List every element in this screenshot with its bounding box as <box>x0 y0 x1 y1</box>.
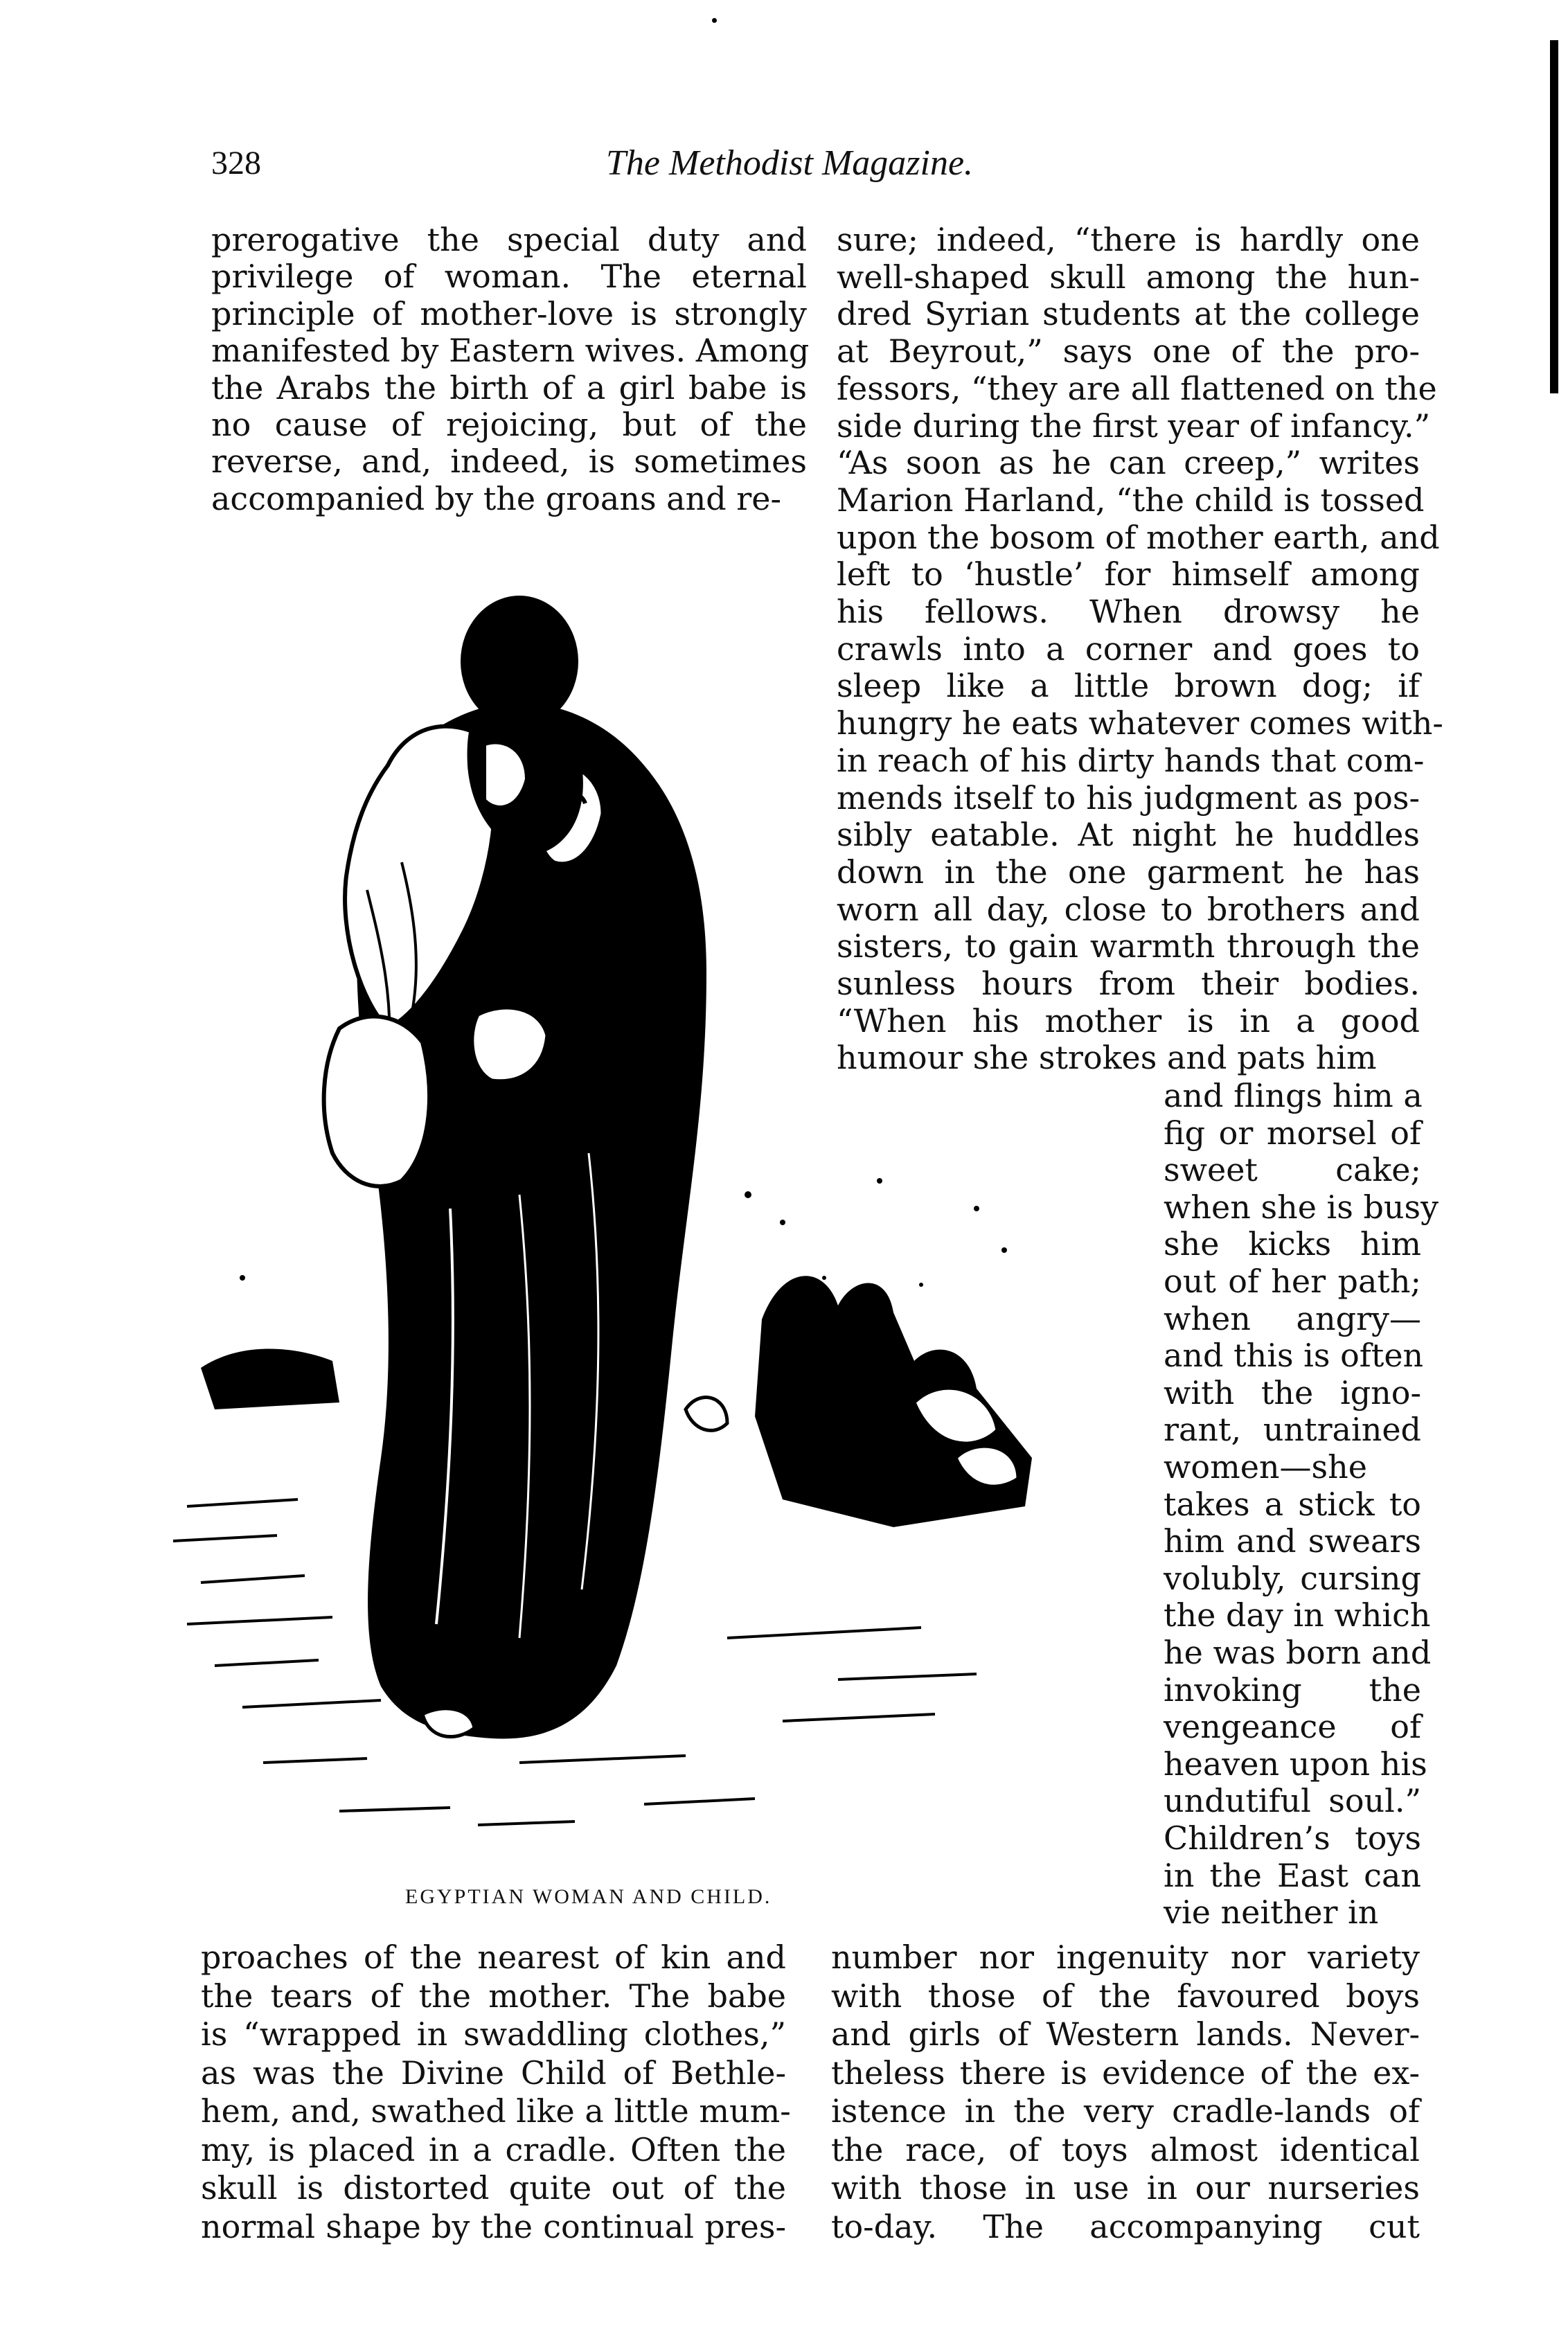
text-line: women—she <box>1164 1448 1367 1486</box>
text-line: invoking the <box>1164 1671 1421 1709</box>
text-line: at Beyrout,” says one of the pro- <box>837 332 1420 371</box>
text-line: proaches of the nearest of kin and <box>201 1939 786 1976</box>
text-line: istence in the very cradle-lands of <box>831 2092 1420 2130</box>
text-line: he was born and <box>1164 1634 1432 1671</box>
figure-caption: EGYPTIAN WOMAN AND CHILD. <box>405 1885 772 1908</box>
text-line: in the East can <box>1164 1856 1421 1894</box>
text-line: with the igno- <box>1164 1373 1421 1411</box>
text-line: left to ‘hustle’ for himself among <box>837 555 1420 594</box>
text-line: my, is placed in a cradle. Often the <box>201 2130 786 2168</box>
text-line: she kicks him <box>1164 1225 1421 1263</box>
text-line: side during the first year of infancy.” <box>837 407 1431 445</box>
text-line: in reach of his dirty hands that com- <box>837 741 1425 779</box>
text-line: upon the bosom of mother earth, and <box>837 518 1440 556</box>
text-line: as was the Divine Child of Bethle- <box>201 2054 786 2092</box>
text-line: rant, untrained <box>1164 1411 1421 1449</box>
text-line: skull is distorted quite out of the <box>201 2169 786 2207</box>
text-line: to-day. The accompanying cut <box>831 2207 1420 2245</box>
text-line: “When his mother is in a good <box>837 1001 1420 1040</box>
text-line: his fellows. When drowsy he <box>837 593 1420 630</box>
text-line: reverse, and, indeed, is sometimes <box>211 443 807 481</box>
page-edge-bar <box>1550 40 1558 393</box>
egyptian-woman-and-child-illustration <box>159 585 1143 1887</box>
text-line: number nor ingenuity nor variety <box>831 1939 1420 1976</box>
text-line: hungry he eats whatever comes with- <box>837 704 1443 742</box>
text-line: theless there is evidence of the ex- <box>831 2054 1420 2092</box>
text-line: hem, and, swathed like a little mum- <box>201 2092 791 2130</box>
text-line: vie neither in <box>1164 1894 1379 1932</box>
text-line: sweet cake; <box>1164 1151 1421 1189</box>
text-line: humour she strokes and pats him <box>837 1039 1377 1077</box>
text-line: is “wrapped in swaddling clothes,” <box>201 2015 786 2053</box>
text-line: “As soon as he can creep,” writes <box>837 444 1420 482</box>
text-line: Marion Harland, “the child is tossed <box>837 481 1425 519</box>
text-line: no cause of rejoicing, but of the <box>211 406 807 443</box>
text-line: the day in which <box>1164 1596 1431 1634</box>
text-line: out of her path; <box>1164 1263 1421 1300</box>
text-line: when angry— <box>1164 1299 1421 1337</box>
text-line: the tears of the mother. The babe <box>201 1977 786 2015</box>
text-line: normal shape by the continual pres- <box>201 2207 786 2245</box>
text-line: and flings him a <box>1164 1077 1423 1114</box>
text-line: undutiful soul.” <box>1164 1782 1421 1820</box>
text-line: with those in use in our nurseries <box>831 2169 1420 2207</box>
text-line: takes a stick to <box>1164 1485 1421 1523</box>
text-line: and this is often <box>1164 1337 1424 1375</box>
text-line: the race, of toys almost identical <box>831 2130 1420 2168</box>
text-line: prerogative the special duty and <box>211 221 807 258</box>
text-line: with those of the favoured boys <box>831 1977 1420 2015</box>
text-line: heaven upon his <box>1164 1745 1427 1783</box>
text-line: sunless hours from their bodies. <box>837 965 1420 1002</box>
text-line: down in the one garment he has <box>837 853 1420 891</box>
text-line: volubly, cursing <box>1164 1559 1421 1597</box>
text-line: fig or morsel of <box>1164 1114 1421 1152</box>
text-line: well-shaped skull among the hun- <box>837 258 1420 296</box>
text-line: manifested by Eastern wives. Among <box>211 332 810 370</box>
journal-title: The Methodist Magazine. <box>606 143 974 183</box>
text-line: dred Syrian students at the college <box>837 295 1420 333</box>
text-line: accompanied by the groans and re- <box>211 479 782 517</box>
text-line: principle of mother-love is strongly <box>211 294 807 332</box>
text-line: privilege of woman. The eternal <box>211 258 807 296</box>
text-line: fessors, “they are all flattened on the <box>837 369 1437 407</box>
text-line: crawls into a corner and goes to <box>837 630 1420 668</box>
text-line: when she is busy <box>1164 1188 1439 1226</box>
woman-figure <box>324 703 706 1739</box>
text-line: Children’s toys <box>1164 1819 1421 1857</box>
text-line: sibly eatable. At night he huddles <box>837 816 1420 854</box>
text-line: sure; indeed, “there is hardly one <box>837 221 1420 258</box>
text-line: and girls of Western lands. Never- <box>831 2015 1420 2053</box>
text-line: the Arabs the birth of a girl babe is <box>211 368 807 407</box>
text-line: him and swears <box>1164 1522 1421 1560</box>
print-speck <box>712 18 717 23</box>
text-line: mends itself to his judgment as pos- <box>837 778 1420 817</box>
text-line: sisters, to gain warmth through the <box>837 927 1420 965</box>
text-line: sleep like a little brown dog; if <box>837 667 1420 705</box>
text-line: vengeance of <box>1164 1708 1421 1746</box>
text-line: worn all day, close to brothers and <box>837 890 1420 928</box>
page-number: 328 <box>211 145 261 181</box>
